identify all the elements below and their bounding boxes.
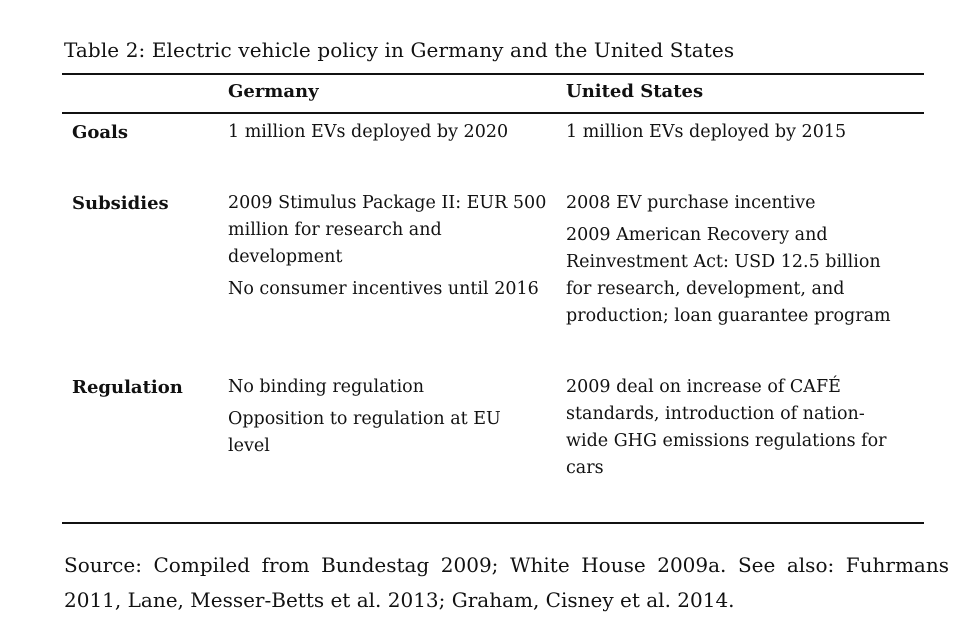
subsidies-us-text-2: 2009 American Recovery and Reinvestment Act: USD 12.5 billion for research, development, and production; loan guarantee program — [566, 225, 891, 326]
row-label-subsidies: Subsidies — [72, 193, 169, 214]
regulation-germany-cell — [228, 374, 548, 465]
goals-us-text: 1 million EVs deployed by 2015 — [566, 122, 847, 142]
subsidies-us-text-1: 2008 EV purchase incentive — [566, 193, 816, 213]
regulation-germany-text-1: No binding regulation — [228, 377, 424, 397]
regulation-germany-text-2: Opposition to regulation at EU level — [228, 409, 501, 456]
column-header-united-states: United States — [566, 81, 704, 102]
table-caption: Table 2: Electric vehicle policy in Germany and the United States — [64, 38, 735, 62]
row-label-regulation: Regulation — [72, 377, 183, 398]
goals-us-cell — [566, 119, 906, 151]
row-label-goals: Goals — [72, 122, 129, 143]
subsidies-germany-text-1: 2009 Stimulus Package II: EUR 500 million for research and development — [228, 193, 547, 267]
subsidies-germany-cell — [228, 190, 548, 308]
goals-germany-cell — [228, 119, 548, 151]
column-header-germany: Germany — [228, 81, 319, 102]
subsidies-germany-text-2: No consumer incentives until 2016 — [228, 279, 539, 299]
goals-germany-text: 1 million EVs deployed by 2020 — [228, 122, 509, 142]
header-rule — [62, 112, 924, 114]
regulation-us-cell — [566, 374, 906, 487]
subsidies-us-cell — [566, 190, 906, 335]
regulation-us-text-1: 2009 deal on increase of CAFÉ standards, introduction of nation-wide GHG emissions regulations for cars — [566, 377, 887, 478]
bottom-rule — [62, 522, 924, 524]
top-rule — [62, 73, 924, 75]
source-note: Source: Compiled from Bundestag 2009; White House 2009a. See also: Fuhrmans 2011, Lane, Messer-Betts et al. 2013; Graham, Cisney et al. 2014. — [64, 553, 949, 612]
